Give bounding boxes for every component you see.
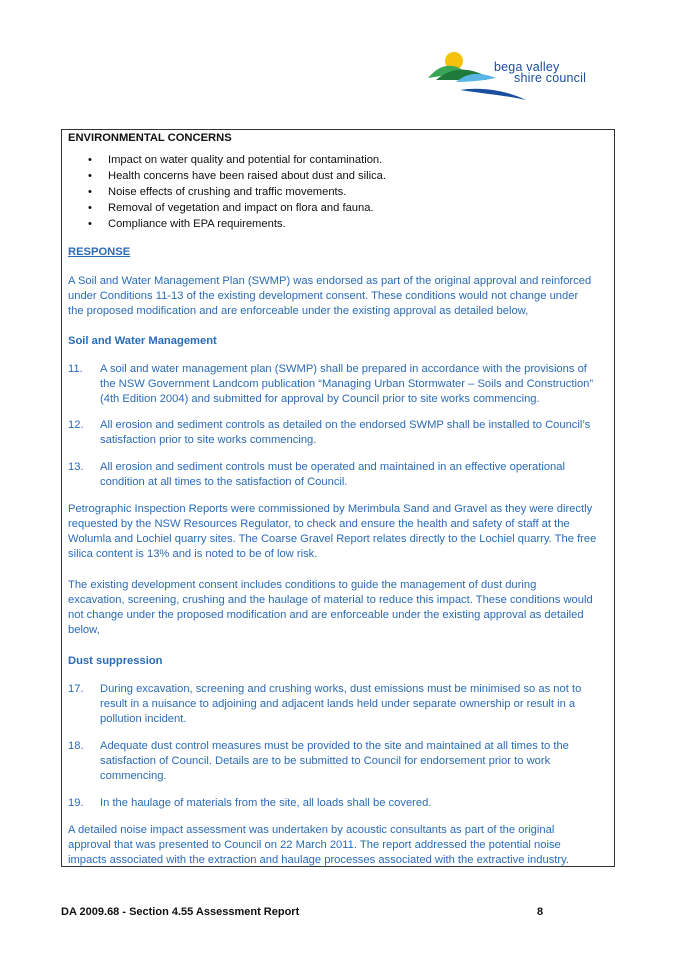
paragraph-line: The existing development consent includes conditions to guide the management of dust during <box>68 579 537 591</box>
item-line: satisfaction of Council. Details are to be submitted to Council for endorsement prior to work <box>100 755 551 767</box>
concern-item: Impact on water quality and potential for contamination. <box>108 154 383 166</box>
item-line: All erosion and sediment controls as detailed on the endorsed SWMP shall be installed to Council’s <box>100 419 591 431</box>
section-heading: ENVIRONMENTAL CONCERNS <box>68 132 232 144</box>
paragraph-line: Wolumla and Lochiel quarry sites. The Coarse Gravel Report relates directly to the Lochiel quarry. The free <box>68 533 597 545</box>
item-line: pollution incident. <box>100 713 187 725</box>
item-number: 18. <box>68 740 84 752</box>
item-line: In the haulage of materials from the site, all loads shall be covered. <box>100 797 432 809</box>
item-line: satisfaction prior to site works commencing. <box>100 434 317 446</box>
item-line: the NSW Government Landcom publication “Managing Urban Stormwater – Soils and Construction” <box>100 378 594 390</box>
logo-mark-icon <box>426 50 526 106</box>
paragraph-line: A detailed noise impact assessment was undertaken by acoustic consultants as part of the original <box>68 824 555 836</box>
logo-text-line2: shire council <box>514 71 587 85</box>
item-line: A soil and water management plan (SWMP) shall be prepared in accordance with the provisions of <box>100 363 587 375</box>
item-number: 19. <box>68 797 84 809</box>
content-box <box>61 129 615 867</box>
paragraph-line: below, <box>68 624 100 636</box>
item-line: condition at all times to the satisfaction of Council. <box>100 476 348 488</box>
item-number: 11. <box>68 363 83 375</box>
bullet-icon: • <box>88 202 92 214</box>
item-line: result in a nuisance to adjoining and adjacent lands held under separate ownership or result in a <box>100 698 576 710</box>
bullet-icon: • <box>88 218 92 230</box>
item-line: Adequate dust control measures must be provided to the site and maintained at all times to the <box>100 740 569 752</box>
paragraph-line: approval that was presented to Council on 22 March 2011. The report addressed the potential noise <box>68 839 561 851</box>
item-line: commencing. <box>100 770 167 782</box>
paragraph-line: Petrographic Inspection Reports were commissioned by Merimbula Sand and Gravel as they were directly <box>68 503 593 515</box>
concern-item: Noise effects of crushing and traffic movements. <box>108 186 347 198</box>
concern-item: Health concerns have been raised about dust and silica. <box>108 170 386 182</box>
concern-item: Compliance with EPA requirements. <box>108 218 286 230</box>
paragraph-line: under Conditions 11-13 of the existing development consent. These conditions would not change under <box>68 290 579 302</box>
bullet-icon: • <box>88 186 92 198</box>
concern-item: Removal of vegetation and impact on flora and fauna. <box>108 202 374 214</box>
item-line: During excavation, screening and crushing works, dust emissions must be minimised so as not to <box>100 683 582 695</box>
item-line: (4th Edition 2004) and submitted for approval by Council prior to site works commencing. <box>100 393 540 405</box>
footer-report-title: DA 2009.68 - Section 4.55 Assessment Report <box>61 906 300 918</box>
council-logo <box>426 50 601 106</box>
bullet-icon: • <box>88 170 92 182</box>
paragraph-line: the proposed modification and are enforceable under the existing approval as detailed below, <box>68 305 529 317</box>
paragraph-line: A Soil and Water Management Plan (SWMP) was endorsed as part of the original approval and reinforced <box>68 275 592 287</box>
paragraph-line: requested by the NSW Resources Regulator, to check and ensure the health and safety of staff at the <box>68 518 570 530</box>
item-line: All erosion and sediment controls must be operated and maintained in an effective operational <box>100 461 565 473</box>
item-number: 13. <box>68 461 84 473</box>
bullet-icon: • <box>88 154 92 166</box>
subheading-soil: Soil and Water Management <box>68 335 217 347</box>
logo-text-line1: bega valley <box>494 60 560 74</box>
paragraph-line: excavation, screening, crushing and the haulage of material to reduce this impact. These conditions would <box>68 594 593 606</box>
footer-page-number: 8 <box>537 906 544 918</box>
paragraph-line: not change under the proposed modification and are enforceable under the existing approval as detailed <box>68 609 584 621</box>
paragraph-line: silica content is 13% and is noted to be of low risk. <box>68 548 318 560</box>
item-number: 12. <box>68 419 84 431</box>
response-heading: RESPONSE <box>68 246 131 258</box>
subheading-dust: Dust suppression <box>68 655 163 667</box>
item-number: 17. <box>68 683 84 695</box>
paragraph-line: impacts associated with the extraction and haulage processes associated with the extractive industry. <box>68 854 570 866</box>
